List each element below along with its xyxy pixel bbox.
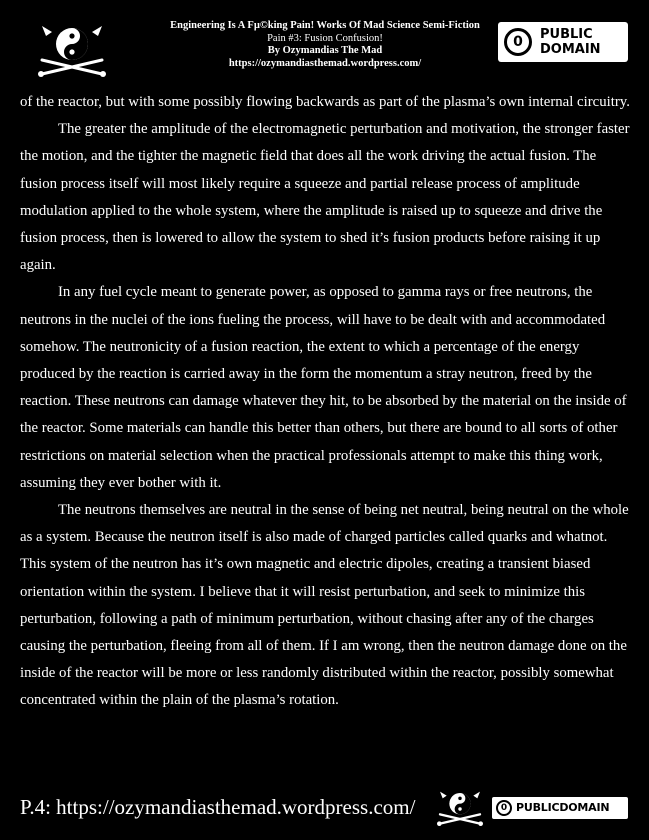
page-number-url: P.4: https://ozymandiasthemad.wordpress.com/ [20, 795, 416, 819]
body-text [20, 89, 631, 715]
paragraph: The greater the amplitude of the electromagnetic perturbation and motivation, the stronger faster the motion, and the tighter the magnetic field that does all the work driving the actual fusion. The fusion process itself will most likely require a squeeze and partial release process of amplitude modulation applied to the whole system, where the amplitude is raised up to squeeze and drive the fusion process, then is lowered to allow the system to shed it’s fusion products before raising it up again. [20, 121, 630, 274]
public-domain-icon: 0 [496, 800, 512, 816]
paragraph: In any fuel cycle meant to generate power, as opposed to gamma rays or free neutrons, the neutrons in the nuclei of the ions fueling the process, will have to be dealt with and accommodated somehow. The neutronicity of a fusion reaction, the extent to which a percentage of the energy produced by the reaction is carried away in the form the momentum a stray neutron, freed by the reaction. These neutrons can damage whatever they hit, to be absorbed by the material on the inside of the reactor. Some materials can handle this better than others, but there are bound to all sorts of other restrictions on material selection when the practical professionals attempt to make this thing work, assuming they ever bother with it. [20, 284, 627, 491]
public-domain-icon: 0 [504, 28, 532, 56]
badge-line-domain: DOMAIN [540, 42, 601, 57]
public-domain-text: PUBLICDOMAIN [516, 801, 610, 814]
header-url[interactable]: https://ozymandiasthemad.wordpress.com/ [228, 57, 422, 69]
badge-line-public: PUBLIC [540, 27, 593, 42]
series-title: Engineering Is A Fµ©king Pain! Works Of Mad Science Semi-Fiction [170, 20, 480, 31]
author-line: By Ozymandias The Mad [267, 45, 383, 57]
yin-yang-skull-crossed-swords-icon [436, 790, 484, 828]
public-domain-badge [498, 22, 628, 62]
page-header [0, 0, 649, 90]
public-domain-text [540, 27, 601, 57]
paragraph: The neutrons themselves are neutral in the sense of being net neutral, being neutral on the whole as a system. Because the neutron itself is also made of charged particles called quarks and whatnot. This system of the neutron has it’s own magnetic and electric dipoles, creating a transient biased orientation within the system. I believe that it will resist perturbation, and seek to minimize this perturbation, following a path of minimum perturbation, without chasing after any of the charges causing the perturbation, fleeing from all of them. If I am wrong, then the neutron damage done on the inside of the reactor will be more or less randomly distributed within the reactor, possibly somewhat concentrated within the plain of the plasma’s rotation. [20, 502, 629, 709]
paragraph: of the reactor, but with some possibly flowing backwards as part of the plasma’s own internal circuitry. [20, 94, 630, 110]
public-domain-badge-small [492, 797, 628, 819]
volume-title: Pain #3: Fusion Confusion! [267, 32, 383, 44]
yin-yang-skull-crossed-swords-icon [36, 24, 108, 80]
header-text [140, 20, 510, 70]
page-footer [0, 790, 649, 830]
